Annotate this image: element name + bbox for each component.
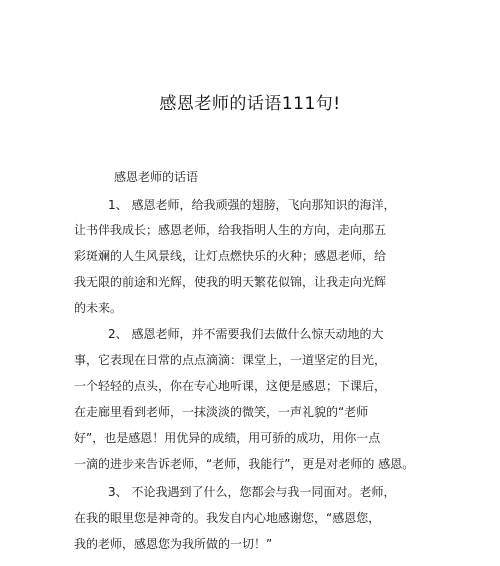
- paragraph-line: 好”，也是感恩！用优异的成绩，用可骄的成功，用你一点: [74, 431, 381, 445]
- paragraph-line: 一滴的进步来告诉老师，“老师，我能行”，更是对老师的 感恩。: [74, 457, 415, 471]
- paragraph-line: 彩斑斓的人生风景线，让灯点燃快乐的火种；感恩老师，给: [74, 249, 387, 263]
- paragraph-line: 3、 不论我遇到了什么，您都会与我一同面对。老师，: [108, 485, 396, 499]
- paragraph-line: 一个轻轻的点头，你在专心地听课，这便是感恩；下课后，: [74, 379, 387, 393]
- document-title: 感恩老师的话语111句!: [159, 94, 341, 114]
- paragraph-line: 事，它表现在日常的点点滴滴：课堂上，一道坚定的目光，: [74, 353, 387, 367]
- paragraph-line: 我无限的前途和光辉，使我的明天繁花似锦，让我走向光辉: [74, 275, 387, 289]
- paragraph-line: 在走廊里看到老师，一抹淡淡的微笑，一声礼貌的“老师: [74, 405, 369, 419]
- paragraph-line: 的未来。: [74, 301, 123, 315]
- section-heading: 感恩老师的话语: [114, 170, 199, 184]
- paragraph-line: 在我的眼里您是神奇的。我发自内心地感谢您，“感恩您，: [74, 511, 381, 525]
- paragraph-line: 让书伴我成长；感恩老师，给我指明人生的方向，走向那五: [74, 223, 387, 237]
- paragraph-line: 2、 感恩老师，并不需要我们去做什么惊天动地的大: [108, 327, 384, 341]
- paragraph-line: 我的老师，感恩您为我所做的一切！”: [74, 537, 273, 551]
- paragraph-line: 1、 感恩老师，给我顽强的翅膀，飞向那知识的海洋，: [108, 198, 396, 212]
